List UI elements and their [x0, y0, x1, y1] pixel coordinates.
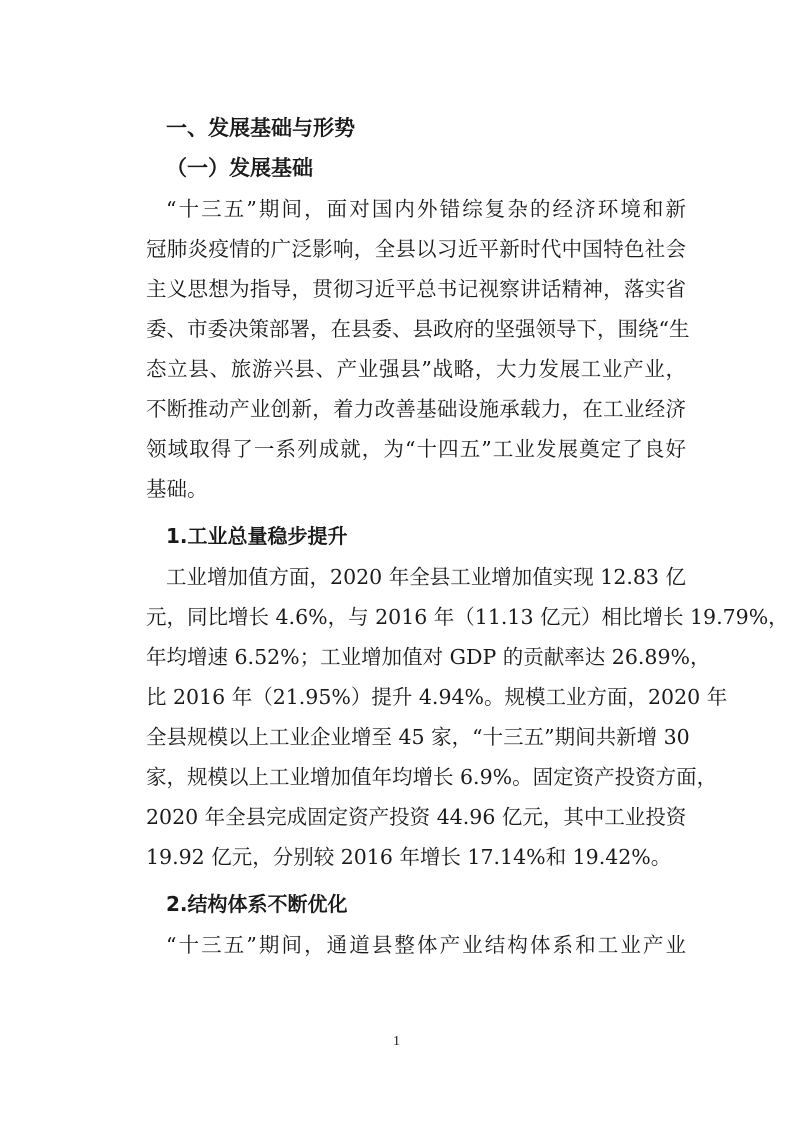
heading-level-2: （一）发展基础: [166, 156, 313, 180]
paragraph-line: 比 2016 年（21.95%）提升 4.94%。规模工业方面，2020 年: [146, 685, 728, 709]
paragraph-line: 不断推动产业创新，着力改善基础设施承载力，在工业经济: [146, 397, 686, 421]
section-2-title: 2.结构体系不断优化: [166, 892, 348, 916]
paragraph-line: 主义思想为指导，贯彻习近平总书记视察讲话精神，落实省: [146, 277, 686, 301]
document-body: [146, 105, 789, 965]
paragraph-line: 19.92 亿元，分别较 2016 年增长 17.14%和 19.42%。: [146, 845, 672, 869]
intro-paragraph: [146, 189, 690, 509]
section-1-paragraph: [146, 557, 789, 877]
paragraph-line: 家，规模以上工业增加值年均增长 6.9%。固定资产投资方面，: [146, 765, 718, 789]
paragraph-line: 元，同比增长 4.6%，与 2016 年（11.13 亿元）相比增长 19.79%，: [146, 605, 789, 629]
paragraph-line: 冠肺炎疫情的广泛影响，全县以习近平新时代中国特色社会: [146, 237, 686, 261]
paragraph-line: “十三五”期间，面对国内外错综复杂的经济环境和新: [166, 197, 686, 221]
paragraph-line: 基础。: [146, 477, 208, 501]
paragraph-line: 年均增速 6.52%；工业增加值对 GDP 的贡献率达 26.89%，: [146, 645, 711, 669]
paragraph-line: 2020 年全县完成固定资产投资 44.96 亿元，其中工业投资: [146, 805, 687, 829]
heading-level-1: 一、发展基础与形势: [166, 116, 355, 140]
paragraph-line: 工业增加值方面，2020 年全县工业增加值实现 12.83 亿: [166, 565, 686, 589]
paragraph-line: 委、市委决策部署，在县委、县政府的坚强领导下，围绕“生: [146, 317, 690, 341]
paragraph-line: 领域取得了一系列成就，为“十四五”工业发展奠定了良好: [146, 437, 686, 461]
section-1-title: 1.工业总量稳步提升: [166, 524, 348, 548]
page-number: 1: [393, 1034, 400, 1049]
paragraph-line: “十三五”期间，通道县整体产业结构体系和工业产业: [166, 933, 686, 957]
section-2-paragraph: [146, 925, 686, 965]
paragraph-line: 态立县、旅游兴县、产业强县”战略，大力发展工业产业，: [146, 357, 686, 381]
paragraph-line: 全县规模以上工业企业增至 45 家，“十三五”期间共新增 30: [146, 725, 690, 749]
